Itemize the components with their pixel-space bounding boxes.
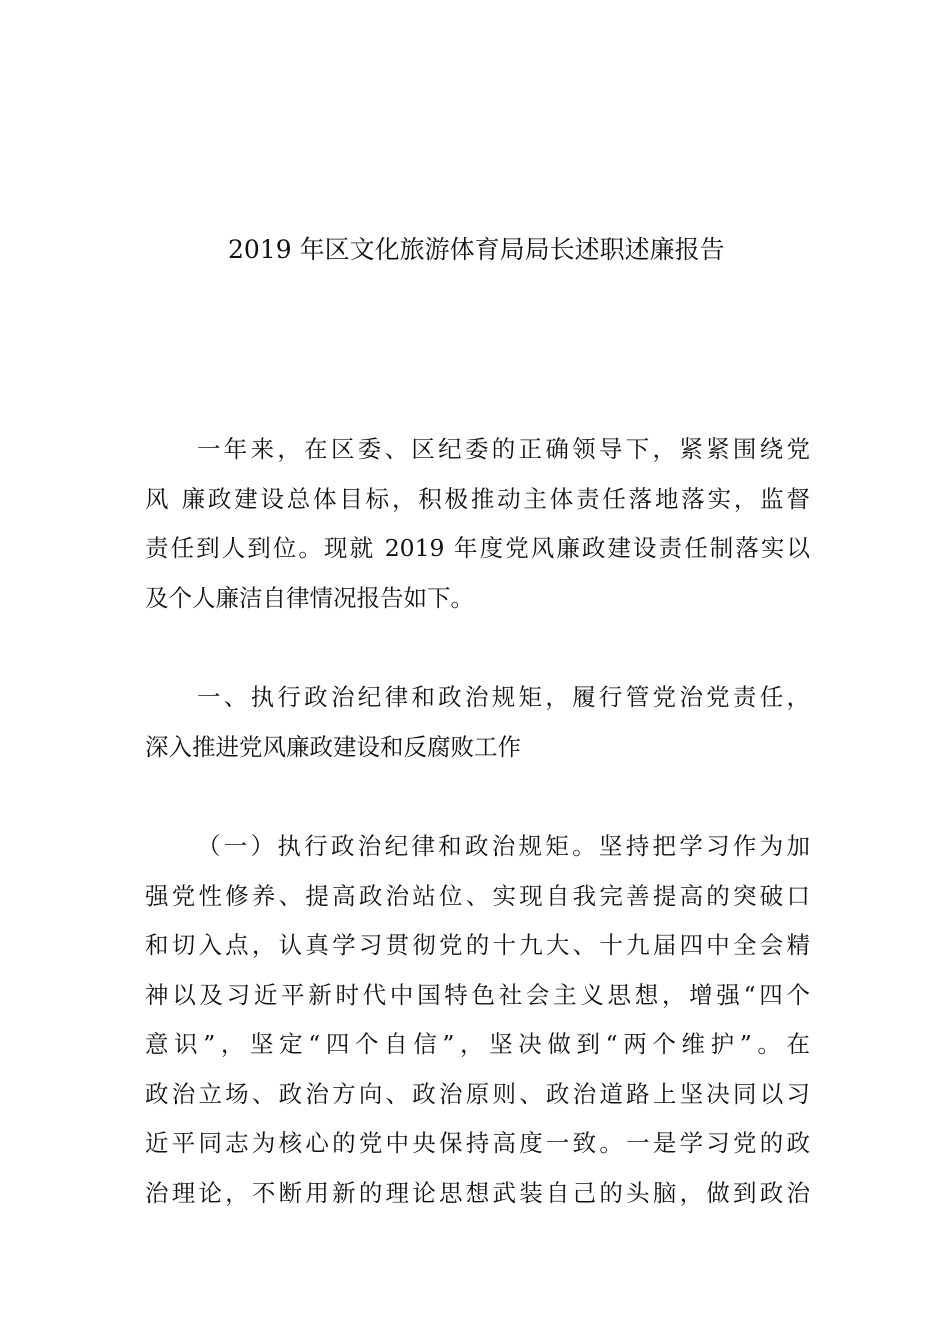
paragraph-line: 责任到人到位。现就 2019 年度党风廉政建设责任制落实以 [145, 534, 810, 562]
paragraph-line: 近平同志为核心的党中央保持高度一致。一是学习党的政 [145, 1129, 810, 1157]
paragraph-line: 治理论，不断用新的理论思想武装自己的头脑，做到政治 [145, 1178, 810, 1207]
paragraph-subsection-1 [145, 822, 810, 1218]
paragraph-line: （一）执行政治纪律和政治规矩。坚持把学习作为加 [197, 832, 810, 860]
paragraph-line: 政治立场、政治方向、政治原则、政治道路上坚决同以习 [145, 1079, 810, 1108]
heading-line: 深入推进党风廉政建设和反腐败工作 [145, 732, 521, 761]
paragraph-line: 及个人廉洁自律情况报告如下。 [145, 583, 474, 612]
paragraph-intro [145, 425, 810, 623]
paragraph-line: 一年来，在区委、区纪委的正确领导下，紧紧围绕党 [197, 435, 810, 463]
section-heading-1 [145, 673, 810, 772]
paragraph-line: 风 廉政建设总体目标，积极推动主体责任落地落实，监督 [145, 484, 810, 513]
paragraph-line: 和切入点，认真学习贯彻党的十九大、十九届四中全会精 [145, 931, 810, 959]
paragraph-line: 意识”，坚定“四个自信”，坚决做到“两个维护”。在 [145, 1030, 810, 1058]
paragraph-line: 强党性修养、提高政治站位、实现自我完善提高的突破口 [145, 881, 810, 910]
heading-line: 一、执行政治纪律和政治规矩，履行管党治党责任， [197, 683, 810, 711]
document-title: 2019 年区文化旅游体育局局长述职述廉报告 [228, 235, 725, 264]
paragraph-line: 神以及习近平新时代中国特色社会主义思想，增强“四个 [145, 980, 810, 1009]
